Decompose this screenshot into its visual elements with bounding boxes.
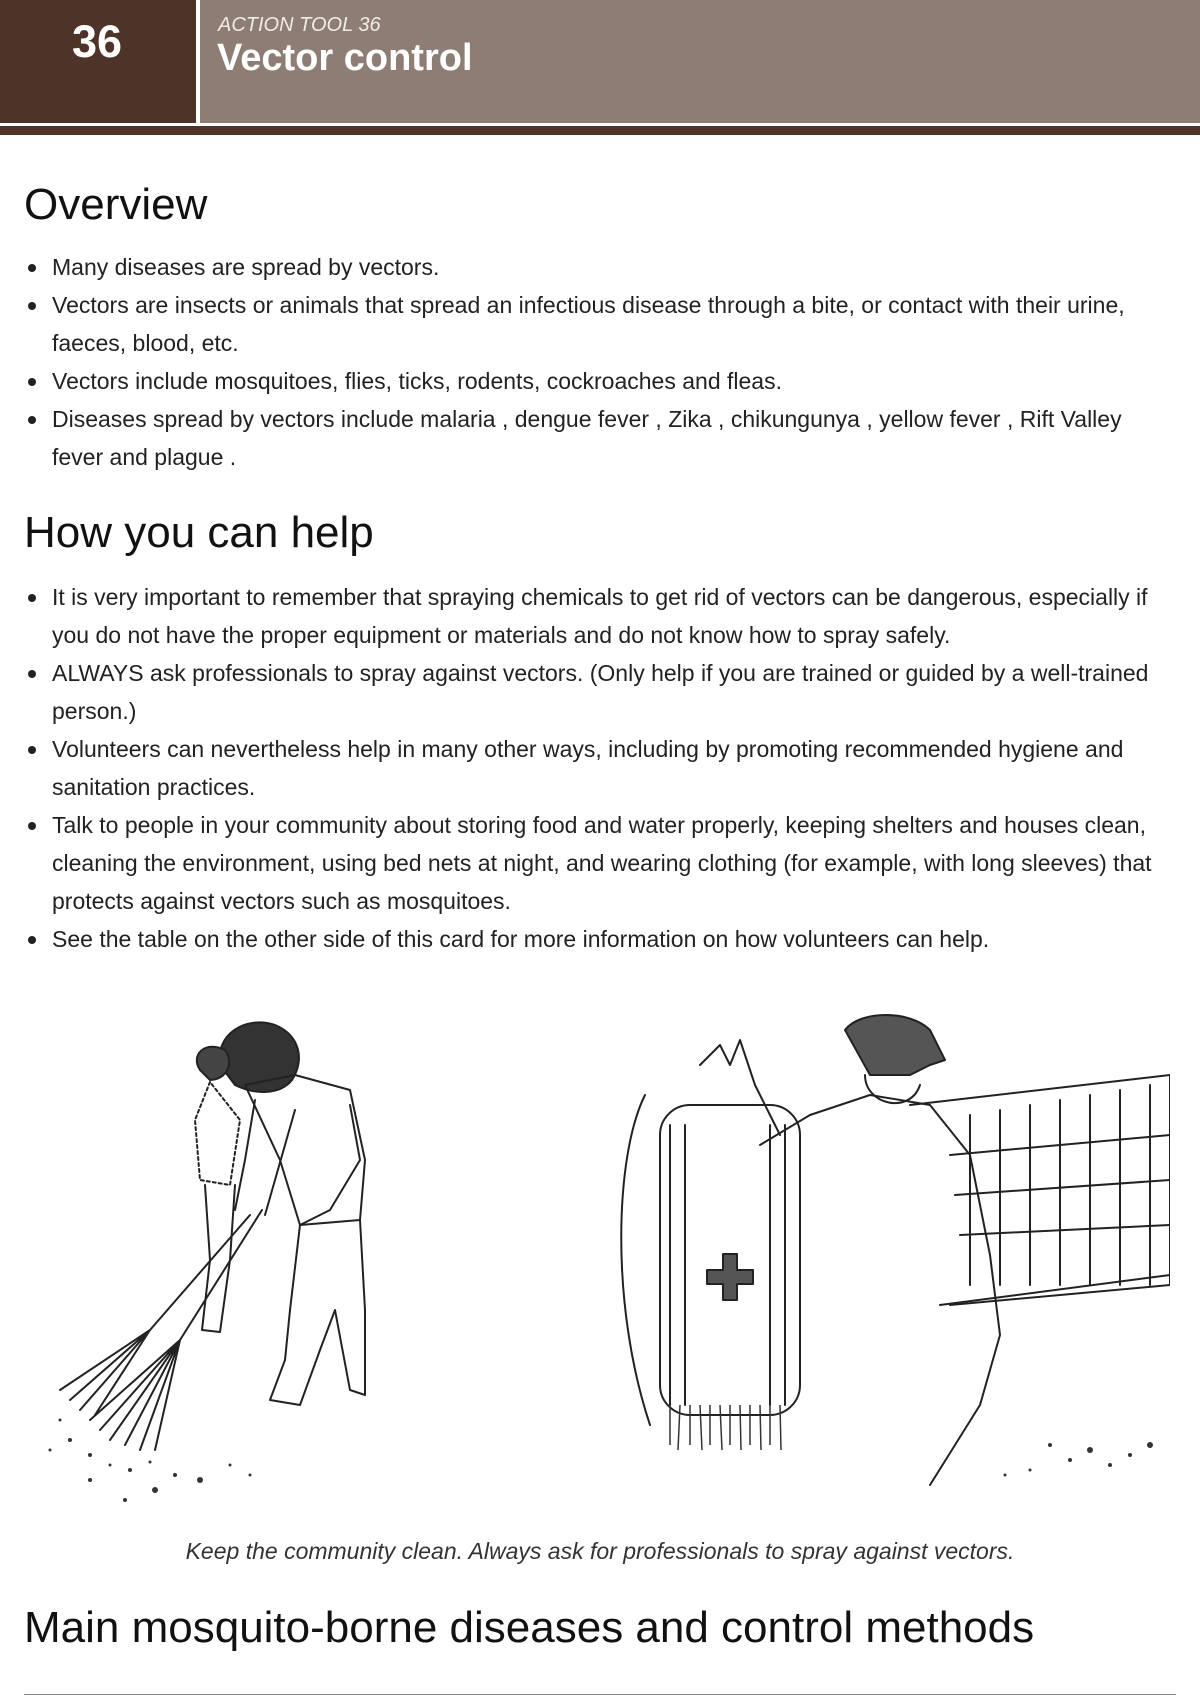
list-item: Volunteers can nevertheless help in many other ways, including by promoting recommended hygiene and sanitation practices. — [24, 730, 1174, 806]
header-rule — [0, 126, 1200, 135]
list-item: ALWAYS ask professionals to spray against vectors. (Only help if you are trained or guided by a well-trained person.) — [24, 654, 1174, 730]
list-item: See the table on the other side of this card for more information on how volunteers can help. — [24, 920, 1174, 958]
title-box — [200, 0, 1200, 123]
tool-number-box — [0, 0, 196, 123]
overview-heading: Overview — [24, 180, 208, 229]
header-banner — [0, 0, 1200, 123]
list-item: Vectors are insects or animals that spread an infectious disease through a bite, or contact with their urine, faeces, blood, etc. — [24, 286, 1174, 362]
tool-kicker: ACTION TOOL 36 — [218, 14, 381, 36]
main-heading: Main mosquito-borne diseases and control methods — [24, 1603, 1035, 1652]
list-item: It is very important to remember that spraying chemicals to get rid of vectors can be dangerous, especially if you do not have the proper equipment or materials and do not know how to spray safely. — [24, 578, 1174, 654]
page-title: Vector control — [217, 37, 473, 79]
divider — [24, 1694, 1176, 1695]
list-item: Talk to people in your community about storing food and water properly, keeping shelters and houses clean, cleaning the environment, using bed nets at night, and wearing clothing (for example, with long sleeves) that protects against vectors such as mosquitoes. — [24, 806, 1174, 920]
spraying-illustration — [610, 1005, 1170, 1505]
overview-list — [24, 248, 1174, 476]
list-item: Many diseases are spread by vectors. — [24, 248, 1174, 286]
list-item: Diseases spread by vectors include malaria , dengue fever , Zika , chikungunya , yellow fever , Rift Valley fever and plague . — [24, 400, 1174, 476]
illustration-caption: Keep the community clean. Always ask for professionals to spray against vectors. — [185, 1538, 1015, 1564]
list-item: Vectors include mosquitoes, flies, ticks, rodents, cockroaches and fleas. — [24, 362, 1174, 400]
sweeping-illustration — [30, 1010, 390, 1510]
tool-number: 36 — [72, 16, 123, 67]
help-list — [24, 578, 1174, 958]
help-heading: How you can help — [24, 508, 374, 557]
